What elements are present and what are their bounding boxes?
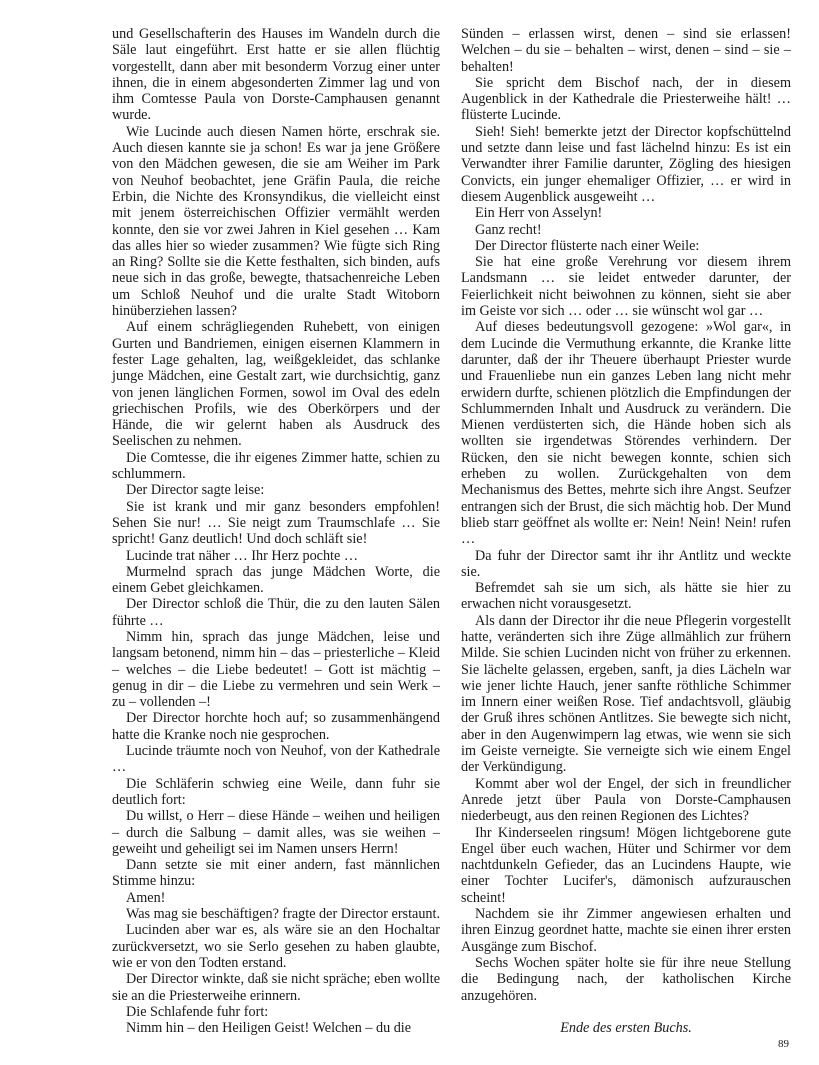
page-number: 89	[778, 1038, 789, 1050]
paragraph: Ihr Kinderseelen ringsum! Mögen lichtgeborene gute Engel über euch wachen, Hüter und Schirmer vor dem nachtdunkeln Gefieder, das an Lucindens Haupte, wie einer Tochter Lucifer's, dämonisch aufzurauschen scheint!	[461, 824, 791, 906]
paragraph: Lucinde träumte noch von Neuhof, von der Kathedrale …	[112, 743, 440, 776]
paragraph: Auf einem schrägliegenden Ruhebett, von einigen Gurten und Bandriemen, einigen eisernen Klammern in fester Lage gehalten, lag, weißgekleidet, das schlanke junge Mädchen, eine Gestalt zart, wie durchsichtig, ganz von jenen länglichen Formen, sowol im Oval des edeln griechischen Profils, wie des Oberkörpers und der Hände, die wir gelernt haben als Ausdruck des Seelischen zu nehmen.	[112, 319, 440, 450]
paragraph: Auf dieses bedeutungsvoll gezogene: »Wol gar«, in dem Lucinde die Vermuthung erkannte, die Kranke litte darunter, daß der ihr Theuere überhaupt Priester wurde und Frauenliebe nun ein ganzes Leben lang nicht mehr erwidern durfte, schienen plötzlich die Empfindungen der Schlummernden Inhalt und Ausdruck zu verändern. Die Mienen verdüsterten sich, die Hände hoben sich als wollten sie irgendetwas Störendes verhindern. Der Rücken, den sie nicht bewegen konnte, schien sich erheben zu wollen. Zurückgehalten von dem Mechanismus des Bettes, mehrte sich ihre Angst. Seufzer entrangen sich der Brust, die sich mächtig hob. Der Mund blieb starr geöffnet als wollte er: Nein! Nein! Nein! rufen …	[461, 319, 791, 548]
paragraph: Ein Herr von Asselyn!	[475, 205, 603, 222]
paragraph: Der Director horchte hoch auf; so zusammenhängend hatte die Kranke noch nie gesprochen.	[112, 710, 440, 743]
paragraph: Was mag sie beschäftigen? fragte der Director erstaunt.	[126, 906, 440, 923]
paragraph: Wie Lucinde auch diesen Namen hörte, erschrak sie. Auch diesen kannte sie ja schon! Es war ja jene Größere von den Mädchen gewesen, die sie am Weiher im Park von Neuhof beobachtet, jene Gräfin Paula, die reiche Erbin, die Nichte des Kronsyndikus, die vielleicht einst mit jenem österreichischen Offizier vermählt werden konnte, den sie vor zwei Jahren in Kiel gesehen … Kam das alles hier so wieder zusammen? Wie fügte sich Ring an Ring? Sollte sie die Kette festhalten, sich binden, aufs neue sich in das große, bewegte, thatsachenreiche Leben um Schloß Neuhof und die uralte Stadt Witoborn hinüberziehen lassen?	[112, 123, 440, 320]
paragraph: Die Schlafende fuhr fort:	[126, 1003, 269, 1020]
paragraph: Sie hat eine große Verehrung vor diesem ihrem Landsmann … sie leidet entweder darunter, der Feierlichkeit nicht beiwohnen zu können, sieht sie aber im Geiste vor sich … oder … sie wünscht wol gar …	[461, 254, 791, 320]
paragraph: Sechs Wochen später holte sie für ihre neue Stellung die Bedingung nach, der katholischen Kirche anzugehören.	[461, 954, 791, 1004]
paragraph: Kommt aber wol der Engel, der sich in freundlicher Anrede jetzt über Paula von Dorste-Camphausen niederbeugt, aus den reinen Regionen des Lichtes?	[461, 775, 791, 825]
paragraph: Sie spricht dem Bischof nach, der in diesem Augenblick in der Kathedrale die Priesterweihe hält! … flüsterte Lucinde.	[461, 74, 791, 124]
left-column	[112, 26, 440, 1036]
paragraph: Die Schläferin schwieg eine Weile, dann fuhr sie deutlich fort:	[112, 775, 440, 808]
paragraph: Der Director winkte, daß sie nicht spräche; eben wollte sie an die Priesterweihe erinnern.	[112, 971, 440, 1004]
paragraph: Nimm hin, sprach das junge Mädchen, leise und langsam betonend, nimm hin – das – priesterliche – Kleid – welches – die Liebe bedeutet! – Gott ist mächtig – genug in dir – die Liebe zu vermehren und sein Werk – zu – vollenden –!	[112, 628, 440, 711]
paragraph: und Gesellschafterin des Hauses im Wandeln durch die Säle laut eingeführt. Erst hatte er sie allen flüchtig vorgestellt, dann aber mit besonderm Vorzug einer unter ihnen, die in einem abgesonderten Zimmer lag und von ihm Comtesse Paula von Dorste-Camphausen genannt wurde.	[112, 26, 440, 124]
paragraph: Murmelnd sprach das junge Mädchen Worte, die einem Gebet gleichkamen.	[112, 563, 440, 597]
paragraph: Der Director schloß die Thür, die zu den lauten Sälen führte …	[112, 596, 440, 629]
closing-line: Ende des ersten Buchs.	[560, 1019, 692, 1036]
paragraph: Nimm hin – den Heiligen Geist! Welchen – du die	[126, 1020, 412, 1037]
paragraph: Der Director sagte leise:	[126, 482, 265, 499]
paragraph: Nachdem sie ihr Zimmer angewiesen erhalten und ihren Einzug geordnet hatte, machte sie einen ihrer ersten Ausgänge zum Bischof.	[461, 906, 791, 955]
right-column	[461, 26, 791, 1036]
paragraph: Die Comtesse, die ihr eigenes Zimmer hatte, schien zu schlummern.	[112, 449, 440, 483]
paragraph: Befremdet sah sie um sich, als hätte sie hier zu erwachen nicht vorausgesetzt.	[461, 580, 791, 613]
paragraph: Dann setzte sie mit einer andern, fast männlichen Stimme hinzu:	[112, 857, 440, 890]
paragraph: Sie ist krank und mir ganz besonders empfohlen! Sehen Sie nur! … Sie neigt zum Traumschlafe … Sie spricht! Ganz deutlich! Und doch schläft sie!	[112, 498, 440, 548]
paragraph: Lucinden aber war es, als wäre sie an den Hochaltar zurückversetzt, wo sie Serlo gesehen zu haben glaubte, wie er von den Todten erstand.	[112, 922, 440, 971]
paragraph: Als dann der Director ihr die neue Pflegerin vorgestellt hatte, veränderten sich ihre Züge allmählich zur frühern Milde. Sie schien Lucinden nicht von früher zu erkennen. Sie lächelte gelassen, ergeben, sanft, ja dies Lächeln war wie jener lichte Hauch, jener sanfte röthliche Schimmer im Innern einer weißen Rose. Tief andachtsvoll, gläubig der Gruß ihres schönen Antlitzes. Sie bewegte sich nicht, aber in den Augenwimpern lag etwas, wie wenn sie sich im Geiste verneigte. Sie verneigte sich wie einem Engel der Verkündigung.	[461, 612, 791, 776]
paragraph: Lucinde trat näher … Ihr Herz pochte …	[126, 547, 359, 564]
paragraph: Der Director flüsterte nach einer Weile:	[475, 237, 700, 254]
paragraph: Du willst, o Herr – diese Hände – weihen und heiligen – durch die Salbung – damit alles, was sie weihen – geweiht und geheiligt sei im Namen unsers Herrn!	[112, 808, 440, 857]
paragraph: Amen!	[126, 889, 166, 906]
paragraph: Sünden – erlassen wirst, denen – sind sie erlassen! Welchen – du sie – behalten – wirst, denen – sind – sie – behalten!	[461, 26, 791, 75]
paragraph: Sieh! Sieh! bemerkte jetzt der Director kopfschüttelnd und setzte dann leise und fast lächelnd hinzu: Es ist ein Verwandter ihrer Familie darunter, Zögling des hiesigen Convicts, ein junger ehemaliger Offizier, … er wird in diesem Augenblick ausgeweiht …	[461, 123, 791, 205]
paragraph: Ganz recht!	[475, 221, 542, 238]
paragraph: Da fuhr der Director samt ihr ihr Antlitz und weckte sie.	[461, 547, 791, 580]
